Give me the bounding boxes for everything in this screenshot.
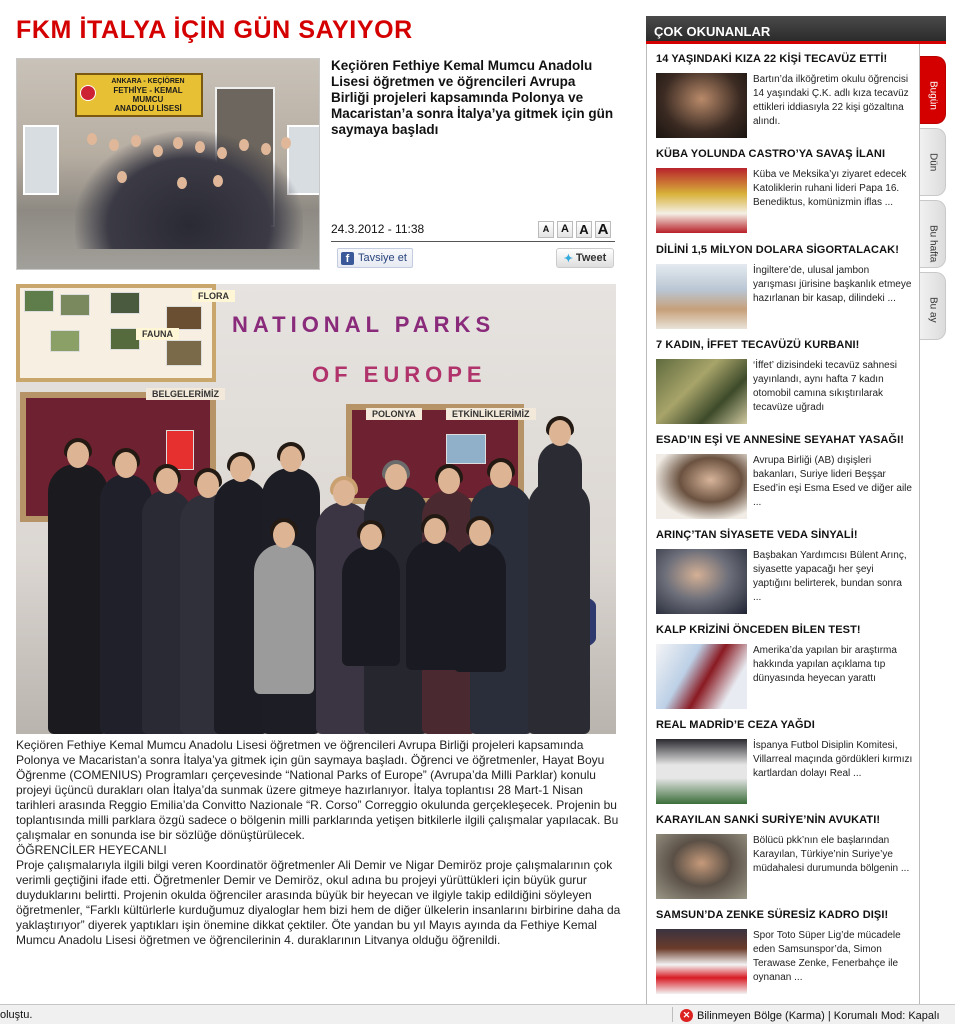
font-size-medium-button[interactable]: A bbox=[576, 221, 592, 238]
animal-photo bbox=[166, 340, 202, 366]
most-read-item[interactable] bbox=[656, 244, 918, 304]
person-head bbox=[281, 137, 291, 149]
item-thumbnail[interactable] bbox=[656, 644, 747, 709]
tab-dun[interactable] bbox=[920, 128, 946, 196]
most-read-item[interactable] bbox=[656, 148, 918, 208]
item-title[interactable]: ESAD’IN EŞİ VE ANNESİNE SEYAHAT YASAĞI! bbox=[656, 434, 904, 446]
item-summary: Amerika’da yapılan bir araştırma hakkında yapılan açıklama tıp dünyasında heyecan yarattı bbox=[753, 645, 897, 684]
person bbox=[538, 442, 582, 552]
person-head bbox=[213, 175, 223, 187]
security-zone-label: Bilinmeyen Bölge (Karma) | Korumalı Mod: Kapalı bbox=[697, 1009, 940, 1022]
person-head bbox=[173, 137, 183, 149]
most-read-item[interactable] bbox=[656, 53, 918, 127]
person-head bbox=[117, 171, 127, 183]
item-title[interactable]: KÜBA YOLUNDA CASTRO’YA SAVAŞ İLANI bbox=[656, 148, 886, 160]
item-thumbnail[interactable] bbox=[656, 168, 747, 233]
item-summary: Avrupa Birliği (AB) dışişleri bakanları, Suriye lideri Beşşar Esed’in eşi Esma Esed ve diğer aile ... bbox=[753, 455, 912, 508]
animal-photo bbox=[110, 292, 140, 314]
animal-photo bbox=[50, 330, 80, 352]
sign-line-2: FETHİYE - KEMAL MUMCU bbox=[113, 86, 183, 104]
item-title[interactable]: SAMSUN’DA ZENKE SÜRESİZ KADRO DIŞI! bbox=[656, 909, 889, 921]
sign-line-3: ANADOLU LİSESİ bbox=[114, 104, 182, 113]
item-thumbnail[interactable] bbox=[656, 549, 747, 614]
person bbox=[48, 464, 108, 734]
browser-status-bar bbox=[0, 1004, 955, 1024]
twitter-bird-icon: ✦ bbox=[563, 252, 573, 265]
school-sign bbox=[75, 73, 203, 117]
item-title[interactable]: KARAYILAN SANKİ SURİYE’NİN AVUKATI! bbox=[656, 814, 881, 826]
item-title[interactable]: KALP KRİZİNİ ÖNCEDEN BİLEN TEST! bbox=[656, 624, 861, 636]
most-read-item[interactable] bbox=[656, 434, 918, 508]
school-seal-icon bbox=[80, 85, 96, 101]
item-summary: Bartın’da ilköğretim okulu öğrencisi 14 yaşındaki Ç.K. adlı kıza tecavüz ettikleri iddiasıyla 22 kişi gözaltına alındı. bbox=[753, 74, 909, 127]
tab-bugun[interactable] bbox=[920, 56, 946, 124]
person-head bbox=[177, 177, 187, 189]
article-headline: FKM İTALYA İÇİN GÜN SAYIYOR bbox=[16, 16, 413, 44]
person-head bbox=[153, 145, 163, 157]
body-paragraph-1: Keçiören Fethiye Kemal Mumcu Anadolu Lisesi öğretmen ve öğrencileri Avrupa Birliği projeleri kapsamında Polonya ve Macaristan’a sonra İtalya’ya gitmek için gün saymaya başladı. Öğrenci ve öğretmenler, Hayat Boyu Öğrenme (COMENIUS) Programları çerçevesinde “National Parks of Europe” (Avrupa’da Milli Parklar) konulu projeyi üçüncü durakları olan İtalya’da sunmak üzere gitmeye hazırlanıyor. İtalya toplantısı 28 Mart-1 Nisan tarihleri arasında Reggio Emilia’da Convitto Nazionale “R. Corso” Correggio okulunda gerçekleşecek. Projenin bu toplantısında milli parklara özgü sadece o bölgenin milli parklarında yetişen bitkilerle ilgili çalışmalar yapılacak. Bu çalışmalar en sonunda ise bir sözlüğe dönüştürülecek. bbox=[16, 738, 619, 842]
tab-bu-hafta[interactable] bbox=[920, 200, 946, 268]
item-thumbnail[interactable] bbox=[656, 739, 747, 804]
article-main-photo[interactable] bbox=[16, 284, 616, 734]
security-zone[interactable] bbox=[680, 1009, 940, 1022]
animal-photo bbox=[24, 290, 54, 312]
body-subheading: ÖĞRENCİLER HEYECANLI bbox=[16, 843, 167, 857]
most-read-item[interactable] bbox=[656, 624, 918, 684]
fauna-label: FAUNA bbox=[136, 328, 179, 340]
tweet-button[interactable] bbox=[556, 248, 614, 268]
belgelerimiz-label: BELGELERİMİZ bbox=[146, 388, 225, 400]
tab-label: Dün bbox=[927, 153, 939, 172]
etkinliklerimiz-label: ETKİNLİKLERİMİZ bbox=[446, 408, 536, 420]
person-head bbox=[109, 139, 119, 151]
tweet-label: Tweet bbox=[575, 252, 607, 264]
article-lead: Keçiören Fethiye Kemal Mumcu Anadolu Lisesi öğretmen ve öğrencileri Avrupa Birliği projeleri kapsamında Polonya ve Macaristan’a sonra İtalya’ya gitmek için gün saymaya başladı bbox=[331, 58, 614, 137]
article-body bbox=[16, 738, 622, 948]
item-summary: Küba ve Meksika’yı ziyaret edecek Katoliklerin ruhani lideri Papa 16. Benediktus, komünizmin iflas ... bbox=[753, 169, 907, 208]
item-summary: Spor Toto Süper Lig’de mücadele eden Samsunspor’da, Simon Terawase Zenke, Fenerbahçe ile oynanan ... bbox=[753, 930, 901, 983]
most-read-item[interactable] bbox=[656, 529, 918, 603]
status-separator bbox=[672, 1007, 673, 1022]
item-summary: ‘İffet’ dizisindeki tecavüz sahnesi yayınlandı, aynı hafta 7 kadın otomobil camına sıkıştırılarak tecavüze uğradı bbox=[753, 360, 897, 413]
item-thumbnail[interactable] bbox=[656, 929, 747, 994]
most-read-item[interactable] bbox=[656, 719, 918, 779]
most-read-item[interactable] bbox=[656, 339, 918, 413]
item-summary: İspanya Futbol Disiplin Komitesi, Villarreal maçında gördükleri kırmızı kartlardan dolayı Real ... bbox=[753, 740, 913, 779]
item-title[interactable]: DİLİNİ 1,5 MİLYON DOLARA SİGORTALACAK! bbox=[656, 244, 899, 256]
font-size-xsmall-button[interactable]: A bbox=[538, 221, 554, 238]
facebook-icon: f bbox=[341, 252, 354, 265]
tab-label: Bugün bbox=[927, 81, 939, 110]
person-head bbox=[87, 133, 97, 145]
item-title[interactable]: 7 KADIN, İFFET TECAVÜZÜ KURBANI! bbox=[656, 339, 860, 351]
tab-bu-ay[interactable] bbox=[920, 272, 946, 340]
polonya-label: POLONYA bbox=[366, 408, 422, 420]
of-europe-banner: OF EUROPE bbox=[312, 362, 487, 387]
font-size-small-button[interactable]: A bbox=[557, 221, 573, 238]
sign-line-1: ANKARA - KEÇİÖREN bbox=[111, 78, 185, 85]
facebook-recommend-label: Tavsiye et bbox=[358, 252, 407, 264]
item-title[interactable]: 14 YAŞINDAKİ KIZA 22 KİŞİ TECAVÜZ ETTİ! bbox=[656, 53, 888, 65]
person bbox=[342, 546, 400, 666]
item-summary: İngiltere’de, ulusal jambon yarışması jürisine başkanlık etmeye hazırlanan bir kasap, dilindeki ... bbox=[753, 265, 912, 304]
item-title[interactable]: ARINÇ’TAN SİYASETE VEDA SİNYALİ! bbox=[656, 529, 858, 541]
item-summary: Başbakan Yardımcısı Bülent Arınç, siyasette yapacağı her şeyi yaptığını belirterek, bundan sonra ... bbox=[753, 550, 907, 603]
divider bbox=[331, 241, 615, 242]
facebook-recommend-button[interactable] bbox=[337, 248, 413, 268]
most-read-item[interactable] bbox=[656, 814, 918, 874]
tab-label: Bu hafta bbox=[927, 225, 939, 263]
item-thumbnail[interactable] bbox=[656, 359, 747, 424]
tab-label: Bu ay bbox=[927, 297, 939, 323]
person-head bbox=[131, 135, 141, 147]
flora-label: FLORA bbox=[192, 290, 235, 302]
font-size-controls bbox=[538, 221, 611, 238]
students-and-teachers bbox=[30, 434, 610, 734]
item-summary: Bölücü pkk’nın ele başlarından Karayılan, Türkiye’nin Suriye’ye müdahalesi durumunda bölgenin ... bbox=[753, 835, 910, 874]
font-size-large-button[interactable]: A bbox=[595, 221, 611, 238]
item-title[interactable]: REAL MADRİD’E CEZA YAĞDI bbox=[656, 719, 815, 731]
person-head bbox=[195, 141, 205, 153]
person-head bbox=[261, 143, 271, 155]
blocked-icon: ✕ bbox=[680, 1009, 693, 1022]
person bbox=[254, 544, 314, 694]
animal-photo bbox=[166, 306, 202, 330]
most-read-sidebar bbox=[646, 16, 946, 1006]
body-paragraph-2: Proje çalışmalarıyla ilgili bilgi veren Koordinatör öğretmenler Ali Demir ve Nigar Demiröz proje çalışmalarının çok verimli geçtiğini ifade etti. Öğretmenler Demir ve Demiröz, okul adına bu projeyi yürüttükleri için büyük gurur duyduklarını belirtti. Projenin okulda öğrenciler arasında büyük bir heyecan ve ilgiyle takip edildiğini söyleyen öğretmenler, “Farklı kültürlerle kurduğumuz diyaloglar hem bizi hem de diğer ülkelerin insanlarını birbirine daha da yaklaştırıyor” diyerek yaptıkları işin önemine dikkat çektiler. Öte yandan bu yıl Mayıs ayında da Fethiye Kemal Mumcu Anadolu Lisesi öğretmen ve öğrencilerinin 4. duraklarının Litvanya olduğu öğrenildi. bbox=[16, 858, 621, 947]
item-thumbnail[interactable] bbox=[656, 264, 747, 329]
status-text: oluştu. bbox=[0, 1009, 33, 1021]
national-parks-banner: NATIONAL PARKS bbox=[232, 312, 496, 337]
item-thumbnail[interactable] bbox=[656, 73, 747, 138]
article-thumbnail[interactable] bbox=[16, 58, 320, 270]
sidebar-title: ÇOK OKUNANLAR bbox=[646, 16, 946, 44]
person-head bbox=[217, 147, 227, 159]
item-thumbnail[interactable] bbox=[656, 454, 747, 519]
most-read-item[interactable] bbox=[656, 909, 918, 983]
animal-photo bbox=[60, 294, 90, 316]
person-head bbox=[239, 139, 249, 151]
person bbox=[454, 542, 506, 672]
item-thumbnail[interactable] bbox=[656, 834, 747, 899]
article-date: 24.3.2012 - 11:38 bbox=[331, 222, 425, 236]
thumb-window bbox=[23, 125, 59, 195]
